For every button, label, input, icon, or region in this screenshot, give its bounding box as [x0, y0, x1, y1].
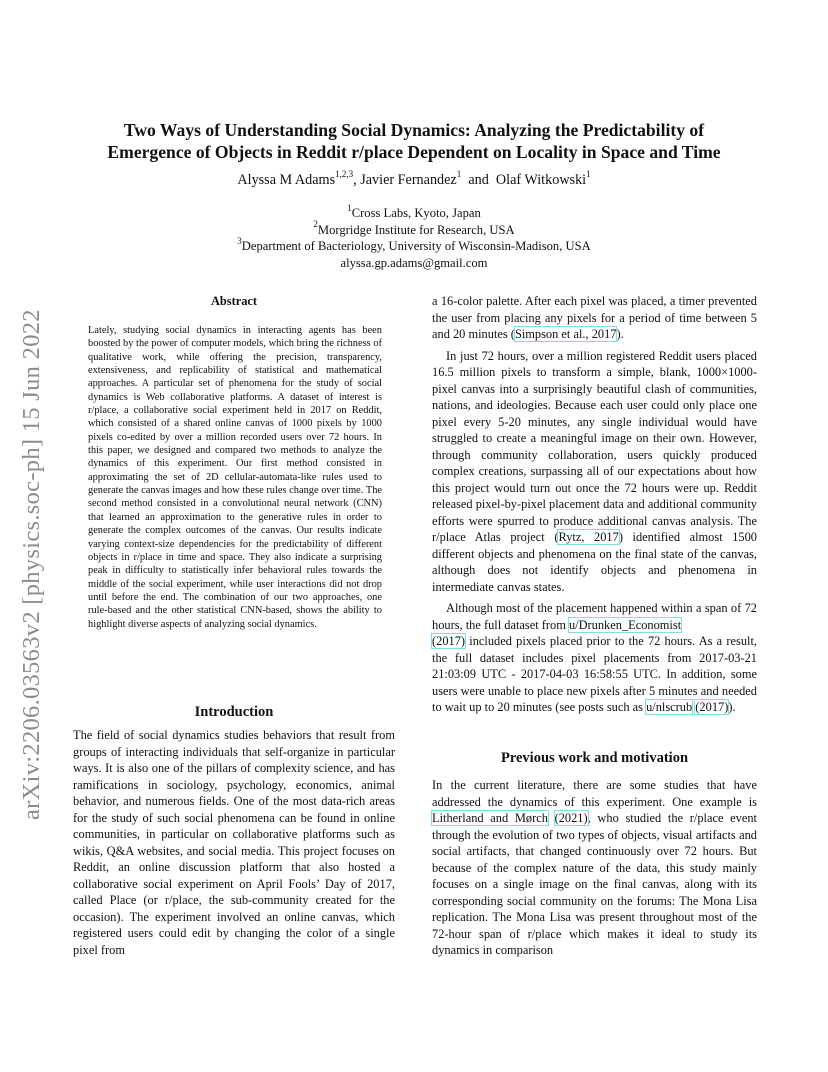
previous-work-body — [432, 777, 757, 959]
citation-year-link[interactable]: (2021) — [554, 811, 588, 825]
affil-marker: 2 — [313, 219, 318, 230]
abstract-body: Lately, studying social dynamics in interacting agents has been boosted by the power of computer models, which bring the richness of qualitative work, while offering the precision, transparency, extensiveness, and replicability of statistical and mathematical approaches. A particular set of phenomena for the study of social dynamics is Web collaborative platforms. A dataset of interest is r/place, a collaborative social experiment held in 2017 on Reddit, which consisted of a shared online canvas of 1000 pixels by 1000 pixels co-edited by over a million recorded users over 72 hours. In this paper, we designed and compared two methods to analyze the dynamics of this experiment. Our first method consisted in approximating the set of 2D cellular-automata-like rules used to generate the canvas images and how these rules change over time. The second method consisted in a convolutional neural network (CNN) that learned an approximation to the generative rules in order to generate the complex outcomes of the canvas. Our results indicate varying context-size dependencies for the predictability of different objects in r/place in time and space. They also indicate a surprising peak in difficulty to statistically infer behavioral rules towards the middle of the social experiment, while user interactions did not drop until before the end. The combination of our two approaches, one rule-based and the other statistical CNN-based, shows the ability to highlight diverse aspects of analyzing social dynamics. — [88, 325, 382, 630]
affiliation-line — [60, 235, 768, 255]
previous-work-heading: Previous work and motivation — [500, 750, 689, 766]
text-run: In the current literature, there are some studies that have addressed the dynamics of this experiment. One example is — [432, 778, 757, 809]
introduction-body: The field of social dynamics studies behaviors that result from groups of interacting individuals that self-organize in particular ways. It is also one of the pillars of complexity science, and has ramifications in sociology, psychology, economics, animal behavior, and numerous fields. One of the most data-rich areas for the study of such social phenomena can be found in online communities, in particular on collaborative platforms such as wikis, Q&A websites, and social media. This project focuses on Reddit, an online discussion platform that also hosted a collaborative social experiment on April Fools’ Day of 2017, called Place (or r/place, the sub-community created for the occasion). The experiment involved an online canvas, which registered users could edit by changing the color of a single pixel from — [73, 728, 395, 957]
affil-text: Cross Labs, Kyoto, Japan — [351, 206, 481, 220]
affil-marker: 1 — [347, 202, 352, 213]
paragraph — [432, 348, 757, 596]
arxiv-identifier: arXiv:2206.03563v2 [physics.soc-ph] 15 Jun 2022 — [18, 309, 45, 820]
author-name: Olaf Witkowski — [495, 172, 587, 188]
text-run: ) identified almost 1500 different objects and phenomena on the final state of the canvas, although does not identify objects and phenomena in intermediate canvas states. — [432, 530, 757, 594]
title-line-1: Two Ways of Understanding Social Dynamics: Analyzing the Predictability of — [123, 120, 705, 140]
author-name: Javier Fernandez — [360, 172, 457, 188]
introduction-heading: Introduction — [194, 704, 274, 720]
text-run: a 16-color palette. After each pixel was placed, a timer prevented the user from placing any pixels for a period of time between 5 and 20 minutes ( — [432, 294, 757, 341]
text-run: , who studied the r/place event through the evolution of two types of objects, visual artifacts and social artifacts, that changed continuously over 72 hours. But because of the complex nature of the data, this study mainly focuses on a single image on the final canvas, along with its corresponding social community on the forums: The Mona Lisa replication. The Mona Lisa was present throughout most of the 72-hour span of r/place which makes it ideal to study its dynamics in comparison — [432, 811, 757, 957]
paragraph — [432, 293, 757, 343]
author-affil-marker: 1 — [586, 169, 591, 180]
author-list: Alyssa M Adams$^{1,2,3}$, Javier Fernandez$^1$ and Olaf Witkowski$^1$ — [237, 169, 591, 188]
citation-year-link[interactable]: (2017) — [695, 700, 729, 714]
affil-text: Morgridge Institute for Research, USA — [317, 222, 515, 237]
title-line-2: Emergence of Objects in Reddit r/place Dependent on Locality in Space and Time — [107, 142, 721, 162]
text-run: In just 72 hours, over a million registered Reddit users placed 16.5 million pixels to transform a simple, blank, 1000×1000-pixel canvas into a surprisingly beautiful clash of communities, nations, and ideologies. Because each user could only place one pixel every 5-20 minutes, any single individual would have struggled to create a meaningful image on their own. However, through community collaboration, users quickly produced complex creations, surpassing all of our expectations about how this project would turn out once the 72 hours were up. Reddit released pixel-by-pixel placement data and additional community efforts were spurred to produce additional canvas analysis. The r/place Atlas project ( — [432, 348, 757, 544]
paragraph — [432, 600, 757, 716]
citation-link[interactable]: Litherland and Mørch — [432, 811, 548, 825]
citation-year-link[interactable]: (2017) — [432, 634, 466, 648]
text-run: included pixels placed prior to the 72 hours. As a result, the full dataset includes pixel placements from 2017-03-21 21:03:09 UTC - 2017-04-03 16:58:55 UTC. In addition, some users were unable to place new pixels after 5 minutes and needed to wait up to 20 minutes (see posts such as — [432, 634, 757, 714]
text-run: Although most of the placement happened within a span of 72 hours, the full dataset from — [432, 601, 757, 632]
paper-title — [60, 119, 768, 163]
right-column-body — [432, 293, 757, 716]
abstract-heading: Abstract — [210, 294, 258, 308]
citation-link[interactable]: Rytz, 2017 — [558, 530, 619, 544]
affiliation-line — [60, 219, 768, 239]
affil-text: Department of Bacteriology, University of Wisconsin-Madison, USA — [241, 239, 591, 253]
text-run: ). — [728, 700, 736, 714]
affil-marker: 3 — [237, 235, 242, 246]
author-name: Alyssa M Adams — [237, 172, 336, 188]
citation-link[interactable]: u/Drunken_Economist — [568, 617, 682, 632]
author-affil-marker: 1 — [456, 169, 462, 180]
citation-link[interactable]: Simpson et al., 2017 — [514, 327, 617, 341]
author-affil-marker: 1,2,3 — [335, 169, 354, 180]
contact-email[interactable]: alyssa.gp.adams@gmail.com — [340, 255, 488, 270]
affiliations — [60, 202, 768, 271]
citation-link[interactable]: u/nlscrub — [646, 700, 693, 714]
text-run: ). — [616, 327, 624, 341]
affiliation-line — [60, 202, 768, 222]
